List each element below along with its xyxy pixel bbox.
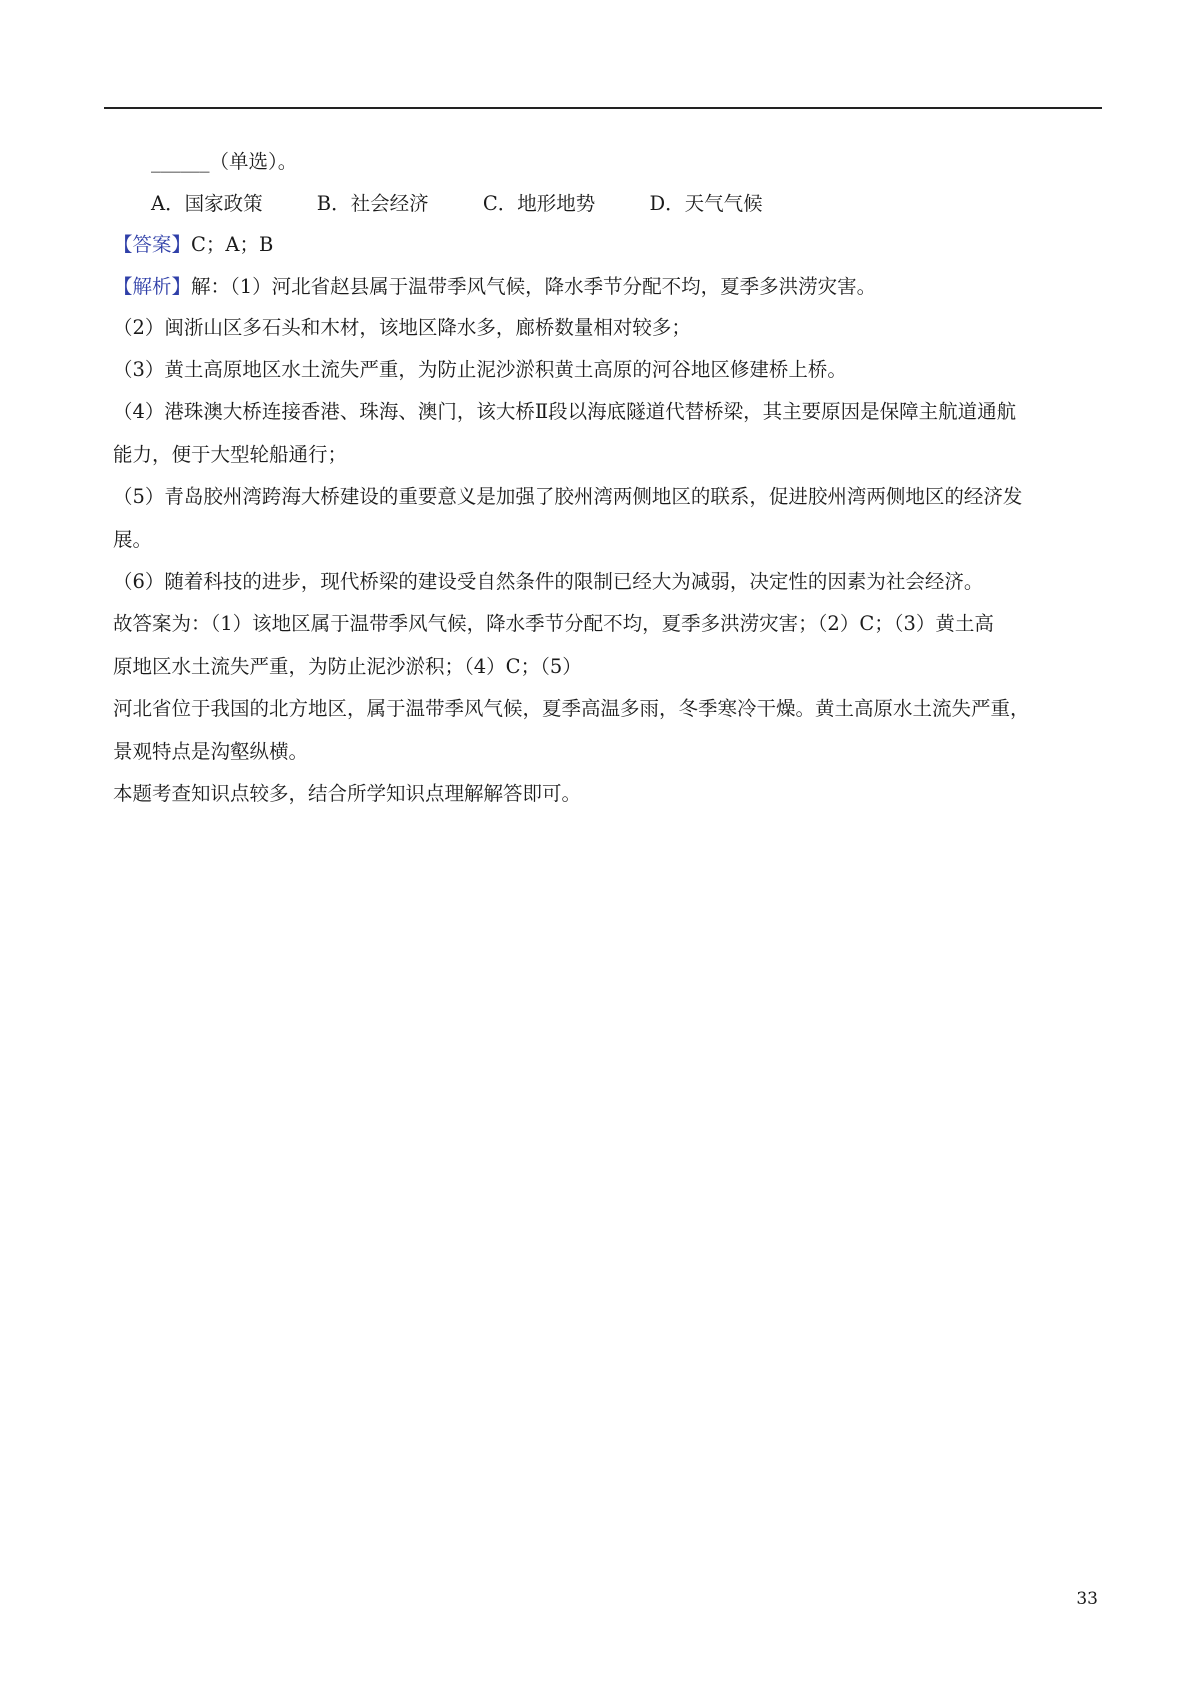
header-rule <box>104 107 1102 109</box>
option-b: B．社会经济 <box>316 191 429 215</box>
analysis-line: 展。 <box>113 528 153 552</box>
option-a: A．国家政策 <box>151 191 263 215</box>
analysis-line: （2）闽浙山区多石头和木材，该地区降水多，廊桥数量相对较多； <box>113 316 691 340</box>
answer-line <box>113 233 1098 257</box>
answer-label: 【答案】 <box>113 233 192 257</box>
analysis-first-line: 解：（1）河北省赵县属于温带季风气候，降水季节分配不均，夏季多洪涝灾害。 <box>191 274 877 298</box>
analysis-line-1 <box>113 275 1098 299</box>
analysis-line: 故答案为：（1）该地区属于温带季风气候，降水季节分配不均，夏季多洪涝灾害；（2）C；（3）黄土高 <box>113 611 994 635</box>
analysis-line: （5）青岛胶州湾跨海大桥建设的重要意义是加强了胶州湾两侧地区的联系，促进胶州湾两侧地区的经济发 <box>113 484 1023 508</box>
document-body <box>113 150 1098 824</box>
option-d: D．天气气候 <box>649 191 763 215</box>
analysis-label: 【解析】 <box>113 274 192 298</box>
analysis-line: （3）黄土高原地区水土流失严重，为防止泥沙淤积黄土高原的河谷地区修建桥上桥。 <box>113 357 847 381</box>
analysis-line: 原地区水土流失严重，为防止泥沙淤积；（4）C；（5） <box>113 655 582 679</box>
analysis-line: 能力，便于大型轮船通行； <box>113 443 348 467</box>
analysis-line: （6）随着科技的进步，现代桥梁的建设受自然条件的限制已经大为减弱，决定性的因素为社会经济。 <box>113 569 984 593</box>
option-c: C．地形地势 <box>482 191 596 215</box>
page-number: 33 <box>1076 1589 1098 1609</box>
analysis-line: 本题考查知识点较多，结合所学知识点理解解答即可。 <box>113 781 582 805</box>
options-row <box>113 192 1098 216</box>
analysis-line: 河北省位于我国的北方地区，属于温带季风气候，夏季高温多雨，冬季寒冷干燥。黄土高原水土流失严重， <box>113 696 1030 720</box>
answer-text: C；A；B <box>191 233 274 257</box>
question-tail: ______（单选）。 <box>151 150 298 173</box>
analysis-line: （4）港珠澳大桥连接香港、珠海、澳门，该大桥Ⅱ段以海底隧道代替桥梁，其主要原因是保障主航道通航 <box>113 399 1017 423</box>
analysis-line: 景观特点是沟壑纵横。 <box>113 740 309 764</box>
